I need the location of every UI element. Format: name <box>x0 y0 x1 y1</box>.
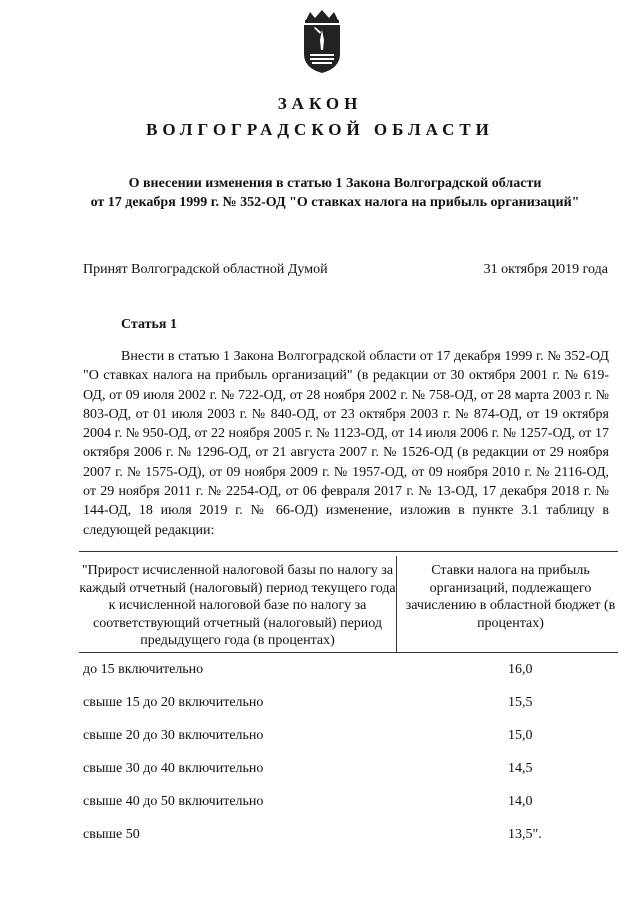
article-text: Внести в статью 1 Закона Волгоградской области от 17 декабря 1999 г. № 352-ОД "О ставках налога на прибыль организаций" (в редакции от 30 октября 2001 г. № 619-ОД, от 09 июля 2002 г. № 722-ОД, от 28 ноября 2002 г. № 758-ОД, от 28 марта 2003 г. № 803-ОД, от 01 июля 2003 г. № 840-ОД, от 23 октября 2003 г. № 874-ОД, от 19 октября 2004 г. № 950-ОД, от 22 ноября 2005 г. № 1123-ОД, от 14 июля 2006 г. № 1257-ОД, от 17 октября 2006 г. № 1296-ОД, от 21 августа 2007 г. № 1526-ОД (в редакции от 29 ноября 2007 г. № 1575-ОД), от 09 ноября 2009 г. № 1957-ОД, от 09 ноября 2010 г. № 2116-ОД, от 29 ноября 2011 г. № 2254-ОД, от 06 февраля 2017 г. № 13-ОД, 17 декабря 2018 г. № 144-ОД, 18 июля 2019 г. № 66-ОД) изменение, изложив в пункте 3.1 таблицу в следующей редакции: <box>83 349 609 538</box>
adoption-date: 31 октября 2019 года <box>483 262 608 277</box>
row-value: 13,5". <box>508 827 542 842</box>
row-label: свыше 30 до 40 включительно <box>83 761 264 776</box>
adopted-by: Принят Волгоградской областной Думой <box>83 262 328 277</box>
row-label: свыше 20 до 30 включительно <box>83 728 264 743</box>
table-header-growth: "Прирост исчисленной налоговой базы по налогу за каждый отчетный (налоговый) период текущего года к исчисленной налоговой базе по налогу за соответствующий отчетный (налоговый) период предыдущего года (в процентах) <box>79 556 397 652</box>
row-value: 15,0 <box>508 728 533 743</box>
table-row <box>83 761 623 781</box>
row-value: 16,0 <box>508 662 533 677</box>
document-issuer-title: ВОЛГОГРАДСКОЙ ОБЛАСТИ <box>146 120 494 139</box>
table-row <box>83 728 623 748</box>
law-subject-line-2: от 17 декабря 1999 г. № 352-ОД "О ставках налога на прибыль организаций" <box>90 195 580 210</box>
row-label: до 15 включительно <box>83 662 204 677</box>
table-header <box>79 556 618 652</box>
row-label: свыше 40 до 50 включительно <box>83 794 264 809</box>
adoption-info <box>83 262 608 278</box>
table-row <box>83 794 623 814</box>
table-header-rule <box>79 652 618 653</box>
law-subject <box>40 174 630 212</box>
table-row <box>83 827 623 847</box>
row-value: 14,0 <box>508 794 533 809</box>
article-title: Статья 1 <box>121 317 177 332</box>
table-header-rate: Ставки налога на прибыль организаций, подлежащего зачислению в областной бюджет (в процентах) <box>405 563 616 631</box>
document-type-title: ЗАКОН <box>277 94 363 113</box>
table-row <box>83 662 623 682</box>
table-top-rule <box>79 551 618 552</box>
row-value: 15,5 <box>508 695 533 710</box>
law-subject-line-1: О внесении изменения в статью 1 Закона Волгоградской области <box>128 176 542 191</box>
row-label: свыше 50 <box>83 827 140 842</box>
table-row <box>83 695 623 715</box>
row-value: 14,5 <box>508 761 533 776</box>
row-label: свыше 15 до 20 включительно <box>83 695 264 710</box>
coat-of-arms-icon <box>298 10 346 74</box>
